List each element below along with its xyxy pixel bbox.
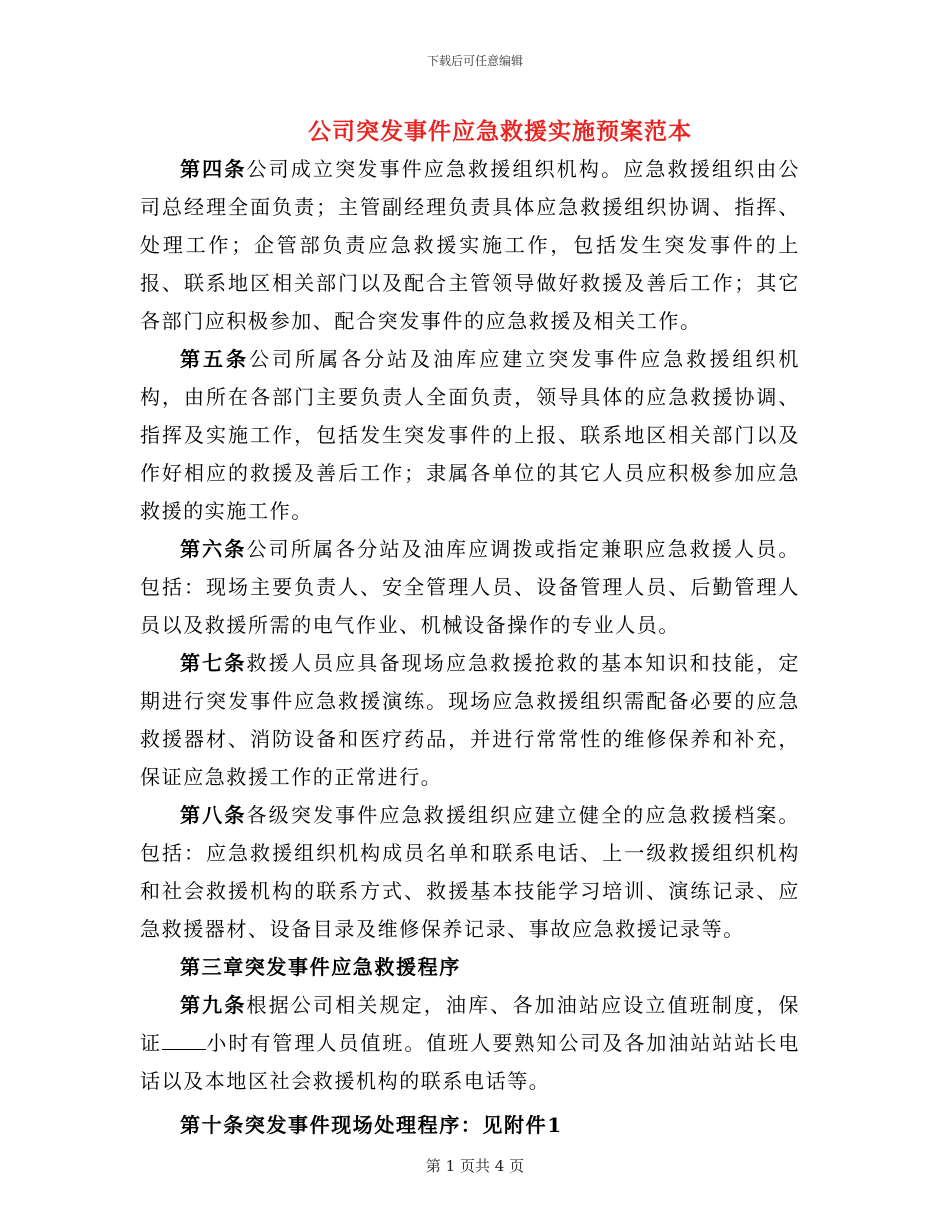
chapter-heading: 第三章突发事件应急救援程序 [180,955,461,979]
document-body [140,150,800,1144]
document-title: 公司突发事件应急救援实施预案范本 [308,118,692,145]
article-paragraph [140,644,800,796]
article-text: 公司所属各分站及油库应建立突发事件应急救援组织机构，由所在各部门主要负责人全面负责，领导具体的应急救援协调、指挥及实施工作，包括发生突发事件的上报、联系地区相关部门以及作好相应的救援及善后工作；隶属各单位的其它人员应积极参加应急救援的实施工作。 [140,347,800,523]
article-paragraph [140,150,800,340]
article-text: 根据公司相关规定，油库、各加油站应设立值班制度，保证 [140,993,800,1055]
page-footer: 第 1 页共 4 页 [425,1157,525,1175]
article-lead: 第八条 [180,803,247,827]
header-note: 下载后可任意编辑 [426,54,523,68]
article-lead: 第四条 [180,157,247,181]
article-lead: 第七条 [180,651,247,675]
article-text: 小时有管理人员值班。值班人要熟知公司及各加油站站站长电话以及本地区社会救援机构的联系电话等。 [140,1031,800,1093]
article-lead: 第九条 [180,993,247,1017]
article-lead: 第六条 [180,537,247,561]
article-paragraph [140,986,800,1100]
article-text: 公司所属各分站及油库应调拨或指定兼职应急救援人员。包括：现场主要负责人、安全管理人员、设备管理人员、后勤管理人员以及救援所需的电气作业、机械设备操作的专业人员。 [140,537,800,637]
fill-in-blank [162,1029,206,1050]
article-text: 公司成立突发事件应急救援组织机构。应急救援组织由公司总经理全面负责；主管副经理负责具体应急救援组织协调、指挥、处理工作；企管部负责应急救援实施工作，包括发生突发事件的上报、联系地区相关部门以及配合主管领导做好救援及善后工作；其它各部门应积极参加、配合突发事件的应急救援及相关工作。 [140,157,800,333]
article-paragraph [140,530,800,644]
article-heading: 第十条突发事件现场处理程序：见附件1 [180,1113,563,1137]
article-text: 各级突发事件应急救援组织应建立健全的应急救援档案。包括：应急救援组织机构成员名单和联系电话、上一级救援组织机构和社会救援机构的联系方式、救援基本技能学习培训、演练记录、应急救援器材、设备目录及维修保养记录、事故应急救援记录等。 [140,803,800,941]
article-paragraph [140,796,800,948]
article-paragraph [140,340,800,530]
article-text: 救援人员应具备现场应急救援抢救的基本知识和技能，定期进行突发事件应急救援演练。现场应急救援组织需配备必要的应急救援器材、消防设备和医疗药品，并进行常常性的维修保养和补充，保证应急救援工作的正常进行。 [140,651,800,789]
article-lead: 第五条 [180,347,250,371]
